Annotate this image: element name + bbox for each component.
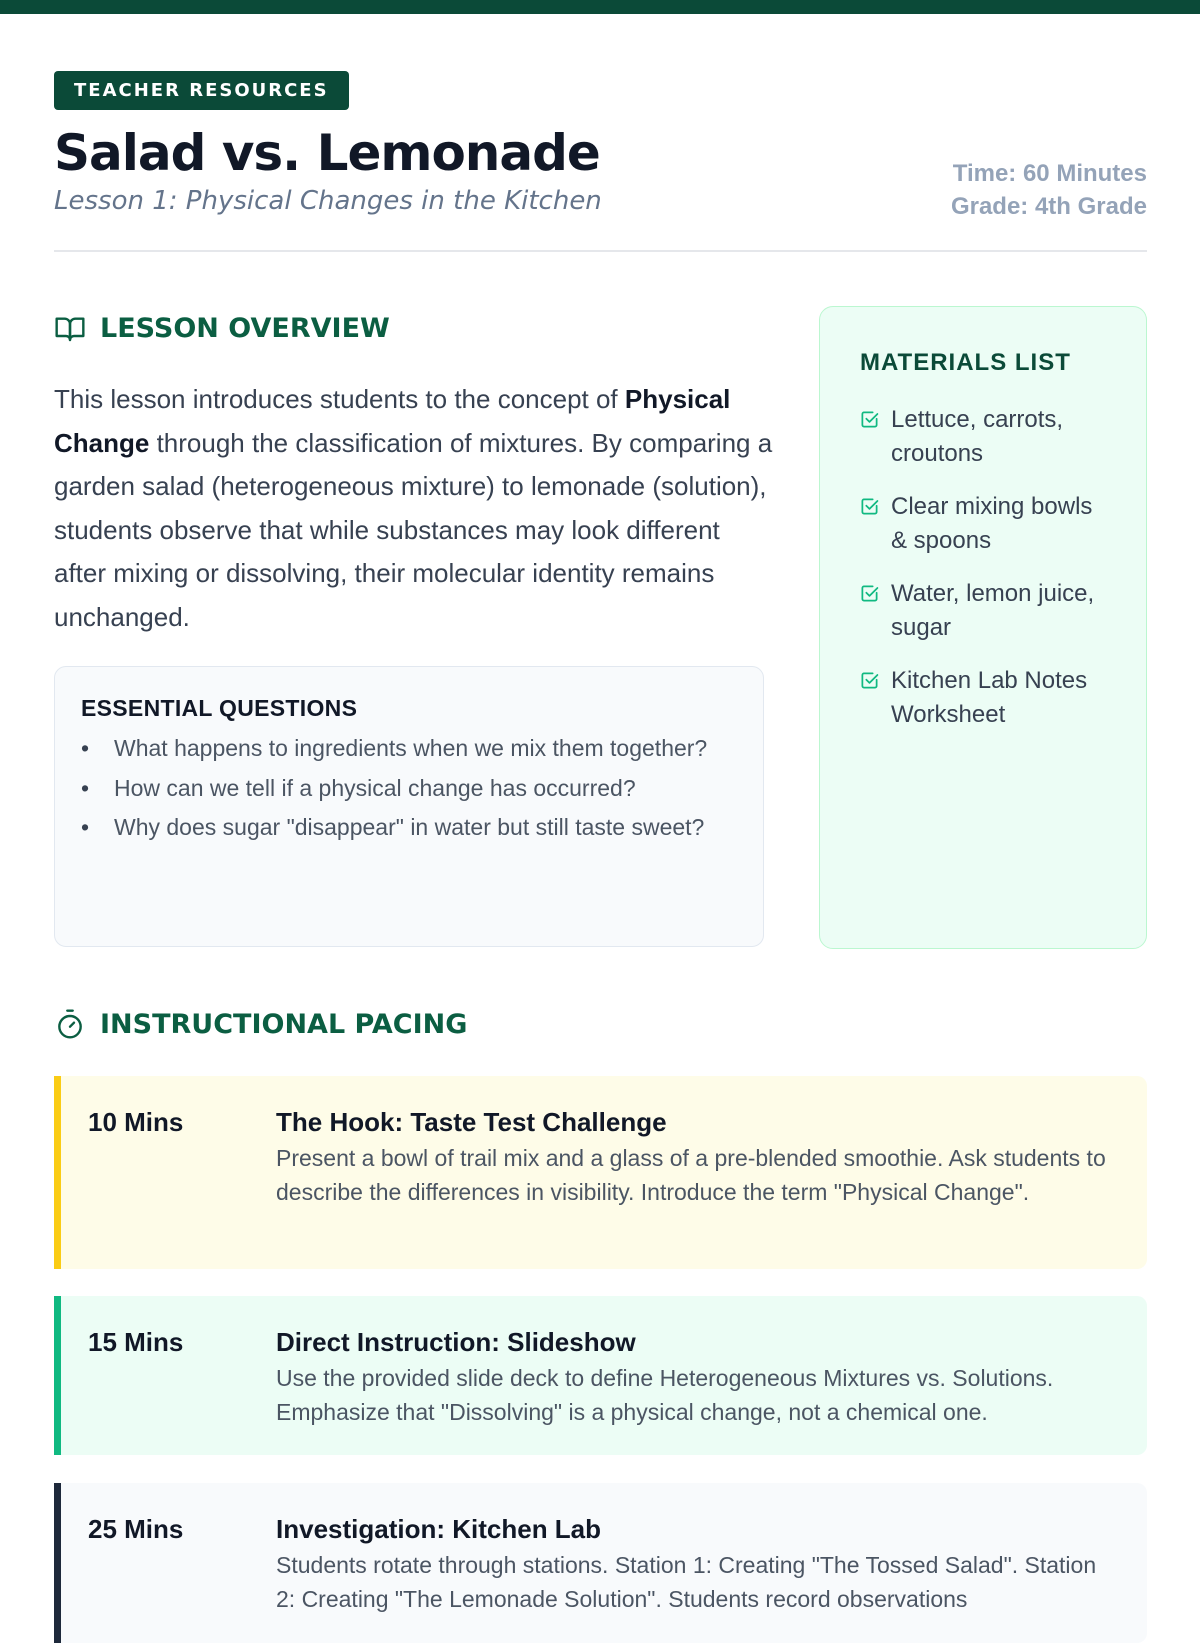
checkbox-icon <box>860 584 879 603</box>
material-item <box>860 403 1106 471</box>
material-item <box>860 577 1106 645</box>
essential-questions-box <box>54 666 764 947</box>
overview-heading <box>54 312 390 344</box>
pacing-title: Investigation: Kitchen Lab <box>276 1514 602 1544</box>
pacing-description: Students rotate through stations. Station 1: Creating "The Tossed Salad". Station 2: Creating "The Lemonade Solution". Students record observations <box>276 1552 1097 1612</box>
pacing-block-investigation <box>54 1483 1147 1643</box>
page-subtitle: Lesson 1: Physical Changes in the Kitchen <box>54 186 602 216</box>
pacing-heading <box>54 1008 467 1040</box>
pacing-title: Direct Instruction: Slideshow <box>276 1327 636 1357</box>
materials-card <box>819 306 1147 949</box>
essential-questions-list <box>81 732 737 845</box>
pacing-duration: 15 Mins <box>88 1327 184 1357</box>
pacing-description: Present a bowl of trail mix and a glass of a pre-blended smoothie. Ask students to describe the differences in visibility. Introduce the term "Physical Change". <box>276 1145 1106 1205</box>
question-text: How can we tell if a physical change has occurred? <box>114 774 636 801</box>
pacing-duration: 25 Mins <box>88 1514 184 1544</box>
material-text: Water, lemon juice, sugar <box>891 580 1095 641</box>
pacing-heading-text: INSTRUCTIONAL PACING <box>100 1008 468 1040</box>
pacing-content <box>276 1511 1121 1615</box>
overview-paragraph <box>54 378 774 639</box>
pacing-content <box>276 1324 1121 1427</box>
material-item <box>860 490 1106 558</box>
lesson-grade: Grade: 4th Grade <box>950 193 1147 220</box>
overview-text-end: through the classification of mixtures. By comparing a garden salad (heterogeneous mixture) to lemonade (solution), students observe that while substances may look different after mixing or dissolving, their molecular identity remains unchanged. <box>54 427 773 632</box>
material-text: Clear mixing bowls & spoons <box>891 493 1093 554</box>
checkbox-icon <box>860 410 879 429</box>
book-open-icon <box>54 312 86 344</box>
pacing-description: Use the provided slide deck to define Heterogeneous Mixtures vs. Solutions. Emphasize that "Dissolving" is a physical change, not a chemical one. <box>276 1365 1054 1425</box>
question-text: Why does sugar "disappear" in water but still taste sweet? <box>114 814 705 840</box>
checkbox-icon <box>860 671 879 690</box>
question-item <box>81 732 737 766</box>
question-item <box>81 772 737 806</box>
question-item <box>81 811 737 845</box>
material-text: Lettuce, carrots, croutons <box>891 406 1064 467</box>
pacing-duration: 10 Mins <box>88 1107 184 1137</box>
resource-badge: TEACHER RESOURCES <box>54 71 349 110</box>
materials-title: MATERIALS LIST <box>860 349 1071 376</box>
checkbox-icon <box>860 497 879 516</box>
header-divider <box>54 250 1147 252</box>
top-accent-bar <box>0 0 1200 14</box>
lesson-time: Time: 60 Minutes <box>952 160 1147 187</box>
stopwatch-icon <box>54 1008 86 1040</box>
overview-text-start: This lesson introduces students to the concept of <box>54 384 625 414</box>
overview-heading-text: LESSON OVERVIEW <box>100 312 390 344</box>
essential-questions-title: ESSENTIAL QUESTIONS <box>81 695 358 721</box>
material-item <box>860 664 1106 732</box>
pacing-block-instruction <box>54 1296 1147 1455</box>
page-title: Salad vs. Lemonade <box>54 124 600 182</box>
question-text: What happens to ingredients when we mix them together? <box>114 735 708 761</box>
lesson-meta <box>951 157 1147 223</box>
material-text: Kitchen Lab Notes Worksheet <box>891 667 1088 728</box>
pacing-title: The Hook: Taste Test Challenge <box>276 1107 667 1137</box>
pacing-block-hook <box>54 1076 1147 1269</box>
pacing-content <box>276 1104 1121 1241</box>
overview-key-term: Physical Change <box>54 384 731 458</box>
